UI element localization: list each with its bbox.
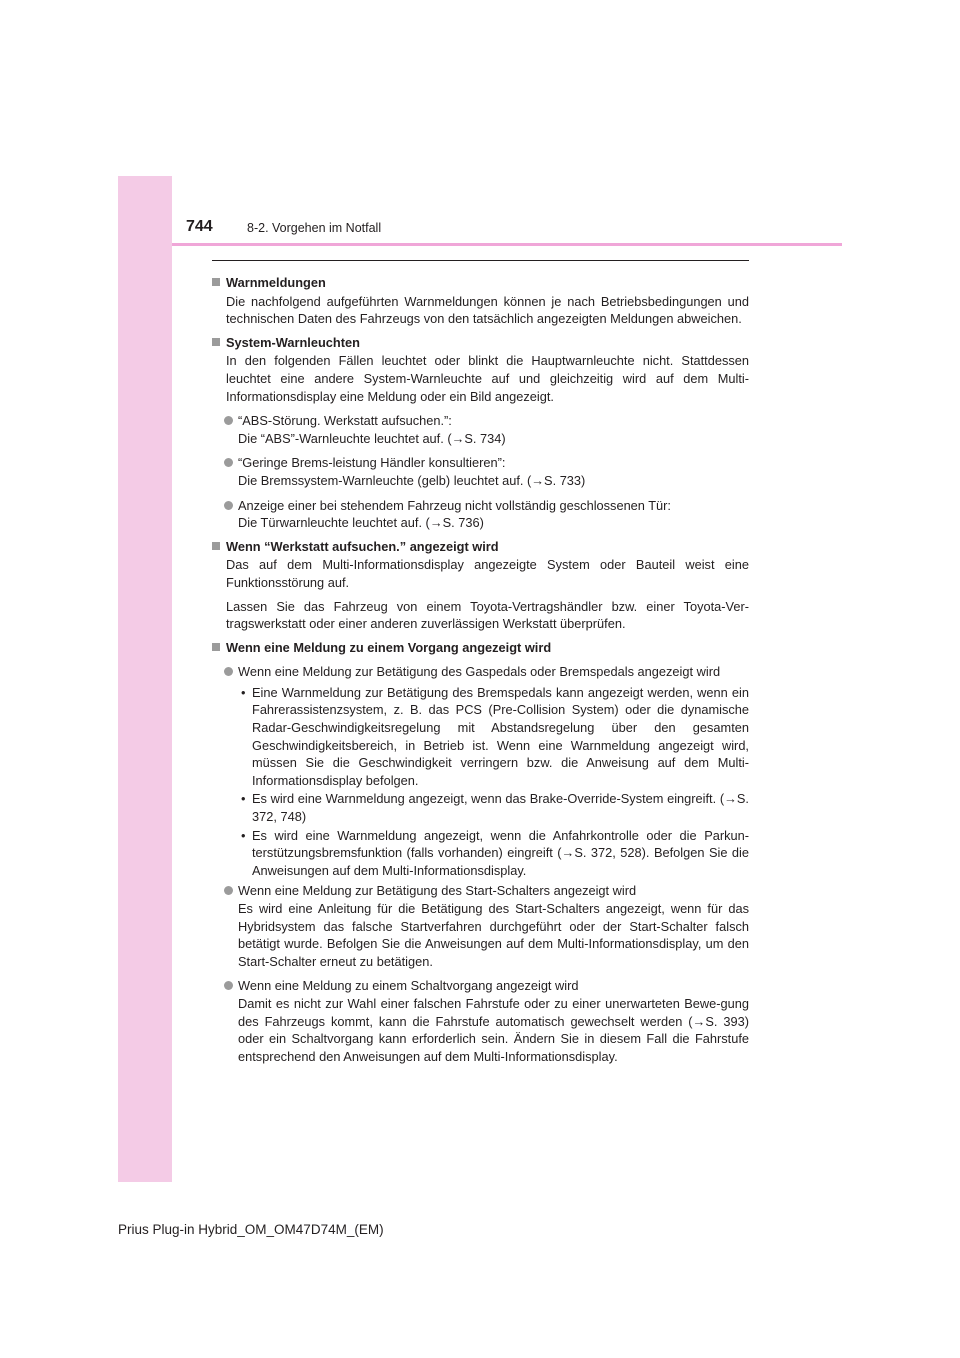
heading-system-warnleuchten: System-Warnleuchten: [212, 334, 749, 352]
paragraph: Lassen Sie das Fahrzeug von einem Toyota-Vertragshändler bzw. einer Toyota-Ver-tragswerkstatt oder einer anderen zuverlässigen Werkstatt überprüfen.: [226, 598, 749, 632]
sub-list-item: • Es wird eine Warnmeldung angezeigt, wenn das Brake-Override-System eingreift. (→S. 372, 748): [241, 791, 749, 825]
circle-bullet-icon: [224, 886, 233, 895]
paragraph: In den folgenden Fällen leuchtet oder blinkt die Hauptwarnleuchte nicht. Stattdessen leuchtet eine andere System-Warnleuchte auf und gleichzeitig wird auf dem Multi-Informationsdisplay eine Meldung oder ein Bild angezeigt.: [226, 353, 749, 404]
heading-werkstatt-aufsuchen: Wenn “Werkstatt aufsuchen.” angezeigt wird: [212, 538, 749, 556]
circle-bullet-icon: [224, 416, 233, 425]
list-item: “Geringe Brems-leistung Händler konsultieren”: Die Bremssystem-Warnleuchte (gelb) leuchtet auf. (→S. 733): [212, 454, 749, 489]
square-bullet-icon: [212, 278, 220, 286]
page-content: [212, 268, 749, 1065]
square-bullet-icon: [212, 542, 220, 550]
circle-bullet-icon: [224, 501, 233, 510]
sub-list-item: • Eine Warnmeldung zur Betätigung des Bremspedals kann angezeigt werden, wenn ein Fahrerassistenzsystem, z. B. das PCS (Pre-Collision System) oder die dynamische Radar-Geschwindigkeitsregelung mit Abstandsregelung über den gesamten Geschwindigkeitsbereich, in Betrieb ist. Wenn eine Warnmeldung angezeigt wird, müssen Sie die Geschwindigkeit verringern bzw. die Anweisung auf dem Multi-Informationsdisplay befolgen.: [241, 684, 749, 788]
circle-bullet-icon: [224, 458, 233, 467]
header-rule: [172, 243, 842, 246]
list-item: “ABS-Störung. Werkstatt aufsuchen.”: Die “ABS”-Warnleuchte leuchtet auf. (→S. 734): [212, 412, 749, 447]
heading-warnmeldungen: Warnmeldungen: [212, 274, 749, 292]
list-item: Wenn eine Meldung zu einem Schaltvorgang angezeigt wird Damit es nicht zur Wahl einer falschen Fahrstufe oder zu einer unerwarteten Bewe-gung des Fahrzeugs kommt, kann die Fahrstufe automatisch gewechselt werden (→S. 393) oder ein Schaltvorgang kann erforderlich sein. Ändern Sie in diesem Fall die Fahrstufe entsprechend den Anweisungen auf dem Multi-Informationsdisplay.: [212, 977, 749, 1065]
content-rule: [212, 260, 749, 261]
section-title: 8-2. Vorgehen im Notfall: [247, 221, 382, 235]
square-bullet-icon: [212, 643, 220, 651]
list-item: Wenn eine Meldung zur Betätigung des Gaspedals oder Bremspedals angezeigt wird: [212, 663, 749, 681]
square-bullet-icon: [212, 338, 220, 346]
page-tab-band: [118, 176, 172, 1182]
footer-document-id: Prius Plug-in Hybrid_OM_OM47D74M_(EM): [118, 1222, 384, 1237]
circle-bullet-icon: [224, 981, 233, 990]
sub-list-item: • Es wird eine Warnmeldung angezeigt, wenn die Anfahrkontrolle oder die Parkun-terstützungsbremsfunktion (falls vorhanden) eingreift (→S. 372, 528). Befolgen Sie die Anweisungen auf dem Multi-Informationsdisplay.: [241, 827, 749, 878]
heading-meldung-vorgang: Wenn eine Meldung zu einem Vorgang angezeigt wird: [212, 639, 749, 657]
list-item: Anzeige einer bei stehendem Fahrzeug nicht vollständig geschlossenen Tür: Die Türwarnleuchte leuchtet auf. (→S. 736): [212, 497, 749, 532]
paragraph: Die nachfolgend aufgeführten Warnmeldungen können je nach Betriebsbedingungen und technischen Daten des Fahrzeugs von den tatsächlich angezeigten Meldungen abweichen.: [226, 293, 749, 327]
paragraph: Das auf dem Multi-Informationsdisplay angezeigte System oder Bauteil weist eine Funktionsstörung auf.: [226, 557, 749, 590]
page-number: 744: [186, 218, 213, 235]
circle-bullet-icon: [224, 667, 233, 676]
list-item: Wenn eine Meldung zur Betätigung des Start-Schalters angezeigt wird Es wird eine Anleitung für die Betätigung des Start-Schalters angezeigt, wenn für das Hybridsystem das falsche Startverfahren durchgeführt oder der Start-Schalter falsch betätigt wurde. Befolgen Sie die Anweisungen auf dem Multi-Informationsdisplay, um den Start-Schalter erneut zu betätigen.: [212, 882, 749, 970]
